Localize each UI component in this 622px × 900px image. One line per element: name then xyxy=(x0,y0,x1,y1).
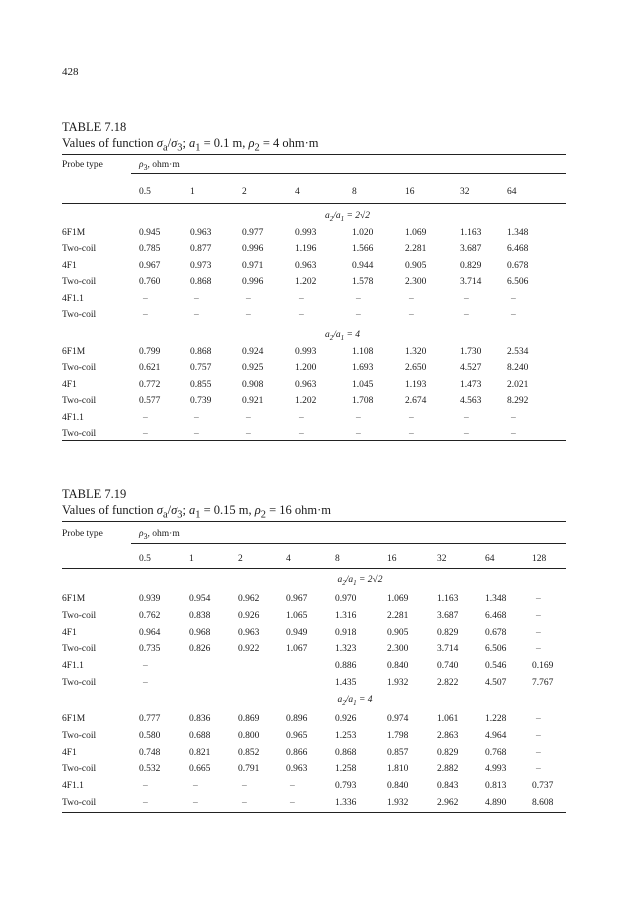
table-cell: 1.578 xyxy=(352,277,374,288)
column-header: 16 xyxy=(387,554,397,564)
table-cell: 0.967 xyxy=(286,594,308,604)
table-cell: 2.281 xyxy=(405,244,427,255)
table-cell: 0.866 xyxy=(286,747,308,758)
table-cell: 1.163 xyxy=(437,594,459,604)
table-cell: 1.708 xyxy=(352,396,374,407)
table-cell: 1.566 xyxy=(352,244,374,255)
table-title xyxy=(62,503,331,523)
column-header: 8 xyxy=(335,554,340,564)
table-cell: – xyxy=(242,781,247,792)
table-cell: 1.336 xyxy=(335,798,357,808)
rho-header: $\rho_3$, ohm·m xyxy=(139,160,180,172)
table-cell: 6.506 xyxy=(485,644,507,655)
table-cell: – xyxy=(143,781,148,792)
column-header: 2 xyxy=(242,187,247,197)
table-cell: 0.740 xyxy=(437,661,459,672)
column-header: 2 xyxy=(238,554,243,564)
table-cell: 1.108 xyxy=(352,347,374,357)
table-cell: – xyxy=(194,293,199,304)
table-cell: – xyxy=(299,310,304,320)
table-cell: 0.945 xyxy=(139,228,161,238)
table-title-formula: $\sigma_a/\sigma_3$; $a_1 = 0.1$ m, $\rho_2 = 4$ ohm·m xyxy=(156,136,319,154)
table-cell: – xyxy=(299,412,304,423)
table-cell: – xyxy=(536,627,541,638)
table-cell: 0.793 xyxy=(335,781,357,792)
column-header: 1 xyxy=(190,187,195,197)
table-cell: 0.580 xyxy=(139,730,161,741)
table-cell: 2.962 xyxy=(437,798,459,808)
table-cell: 3.714 xyxy=(460,277,482,288)
probe-type-cell: 6F1M xyxy=(62,347,86,357)
table-cell: – xyxy=(511,429,516,439)
table-cell: 0.965 xyxy=(286,730,308,741)
table-cell: 1.202 xyxy=(295,277,317,288)
table-cell: – xyxy=(194,429,199,439)
table-cell: 1.320 xyxy=(405,347,427,357)
table-cell: 0.777 xyxy=(139,714,161,724)
table-cell: 0.967 xyxy=(139,260,161,271)
table-cell: 0.926 xyxy=(335,714,357,724)
table-cell: 1.065 xyxy=(286,610,308,621)
table-cell: 1.798 xyxy=(387,730,409,741)
probe-type-cell: Two-coil xyxy=(62,429,97,439)
table-cell: 0.963 xyxy=(190,228,212,238)
table-cell: 0.546 xyxy=(485,661,507,672)
table-cell: 6.506 xyxy=(507,277,529,288)
table-cell: – xyxy=(193,798,198,808)
table-cell: 1.435 xyxy=(335,678,357,688)
table-cell: 0.855 xyxy=(190,379,212,390)
header-bottom-rule xyxy=(62,203,566,204)
table-cell: 1.932 xyxy=(387,798,409,808)
table-cell: 0.840 xyxy=(387,661,409,672)
table-cell: 0.843 xyxy=(437,781,459,792)
table-cell: 0.852 xyxy=(238,747,260,758)
table-cell: – xyxy=(242,798,247,808)
table-cell: 0.993 xyxy=(295,347,317,357)
table-cell: – xyxy=(143,412,148,423)
table-cell: 2.674 xyxy=(405,396,427,407)
table-cell: – xyxy=(464,412,469,423)
table-cell: – xyxy=(290,781,295,792)
table-7-19 xyxy=(62,487,566,817)
probe-type-cell: Two-coil xyxy=(62,798,97,808)
table-cell: – xyxy=(246,412,251,423)
probe-type-cell: Two-coil xyxy=(62,610,97,621)
table-cell: 0.762 xyxy=(139,610,161,621)
table-cell: 0.886 xyxy=(335,661,357,672)
table-cell: 0.829 xyxy=(437,627,459,638)
table-cell: 2.650 xyxy=(405,363,427,374)
table-cell: 0.996 xyxy=(242,277,264,288)
table-cell: – xyxy=(536,644,541,655)
table-cell: – xyxy=(143,429,148,439)
section-label: $a_2/a_1 = 4$ xyxy=(325,330,361,342)
column-header: 32 xyxy=(460,187,470,197)
table-cell: – xyxy=(143,678,148,688)
column-header: 4 xyxy=(295,187,300,197)
table-cell: 7.767 xyxy=(532,678,554,688)
probe-type-cell: 4F1 xyxy=(62,379,77,390)
table-cell: 0.768 xyxy=(485,747,507,758)
table-cell: – xyxy=(143,310,148,320)
table-cell: 0.905 xyxy=(405,260,427,271)
table-cell: – xyxy=(464,310,469,320)
table-cell: 0.577 xyxy=(139,396,161,407)
table-cell: – xyxy=(143,798,148,808)
table-cell: 1.193 xyxy=(405,379,427,390)
table-bottom-rule xyxy=(62,440,566,441)
table-cell: 0.665 xyxy=(189,764,211,775)
table-cell: – xyxy=(511,310,516,320)
table-cell: 1.253 xyxy=(335,730,357,741)
table-cell: 0.829 xyxy=(437,747,459,758)
table-cell: 4.527 xyxy=(460,363,482,374)
header-bottom-rule xyxy=(62,568,566,569)
table-cell: 6.468 xyxy=(507,244,529,255)
table-number: TABLE 7.18 xyxy=(62,120,127,134)
table-cell: – xyxy=(299,293,304,304)
column-header: 64 xyxy=(485,554,495,564)
table-cell: 0.799 xyxy=(139,347,161,357)
column-header: 0.5 xyxy=(139,554,151,564)
table-cell: 0.829 xyxy=(460,260,482,271)
table-cell: 1.067 xyxy=(286,644,308,655)
table-cell: 0.813 xyxy=(485,781,507,792)
table-cell: 1.061 xyxy=(437,714,459,724)
table-cell: 0.868 xyxy=(190,347,212,357)
table-cell: 2.281 xyxy=(387,610,409,621)
table-cell: 2.882 xyxy=(437,764,459,775)
probe-type-cell: Two-coil xyxy=(62,678,97,688)
table-cell: 0.974 xyxy=(387,714,409,724)
table-cell: 0.954 xyxy=(189,594,211,604)
table-cell: – xyxy=(356,310,361,320)
table-number: TABLE 7.19 xyxy=(62,487,127,501)
table-cell: 0.905 xyxy=(387,627,409,638)
probe-type-cell: Two-coil xyxy=(62,730,97,741)
table-cell: – xyxy=(536,610,541,621)
table-cell: 2.822 xyxy=(437,678,459,688)
table-cell: 4.993 xyxy=(485,764,507,775)
table-cell: 0.921 xyxy=(242,396,264,407)
table-cell: 0.968 xyxy=(189,627,211,638)
table-cell: 0.970 xyxy=(335,594,357,604)
table-cell: 0.785 xyxy=(139,244,161,255)
table-cell: 0.868 xyxy=(335,747,357,758)
table-title-prefix: Values of function xyxy=(62,503,157,517)
table-cell: – xyxy=(356,293,361,304)
table-cell: 0.963 xyxy=(238,627,260,638)
table-cell: – xyxy=(536,764,541,775)
table-cell: 0.748 xyxy=(139,747,161,758)
rho-header: $\rho_3$, ohm·m xyxy=(139,529,180,541)
table-7-18 xyxy=(62,120,566,440)
table-cell: 1.228 xyxy=(485,714,507,724)
table-cell: 8.240 xyxy=(507,363,529,374)
table-cell: 0.918 xyxy=(335,627,357,638)
column-header: 32 xyxy=(437,554,447,564)
probe-type-cell: Two-coil xyxy=(62,644,97,655)
table-title xyxy=(62,136,319,156)
table-cell: – xyxy=(299,429,304,439)
table-cell: 0.996 xyxy=(242,244,264,255)
table-cell: 1.069 xyxy=(405,228,427,238)
table-cell: – xyxy=(290,798,295,808)
table-cell: – xyxy=(246,293,251,304)
column-header: 0.5 xyxy=(139,187,151,197)
table-cell: 0.949 xyxy=(286,627,308,638)
probe-type-cell: Two-coil xyxy=(62,396,97,407)
table-cell: 0.924 xyxy=(242,347,264,357)
table-cell: 0.925 xyxy=(242,363,264,374)
table-cell: 0.737 xyxy=(532,781,554,792)
table-cell: 0.791 xyxy=(238,764,260,775)
column-header: 1 xyxy=(189,554,194,564)
probe-type-cell: 6F1M xyxy=(62,714,86,724)
table-cell: 1.810 xyxy=(387,764,409,775)
table-cell: 1.323 xyxy=(335,644,357,655)
table-cell: 0.532 xyxy=(139,764,161,775)
probe-type-cell: 4F1 xyxy=(62,747,77,758)
table-cell: – xyxy=(464,429,469,439)
table-cell: 0.973 xyxy=(190,260,212,271)
table-cell: 1.316 xyxy=(335,610,357,621)
table-cell: 0.169 xyxy=(532,661,554,672)
table-cell: – xyxy=(536,747,541,758)
table-cell: – xyxy=(409,293,414,304)
table-cell: 2.534 xyxy=(507,347,529,357)
table-cell: – xyxy=(356,412,361,423)
table-cell: 0.963 xyxy=(286,764,308,775)
table-cell: – xyxy=(246,310,251,320)
table-cell: 3.687 xyxy=(460,244,482,255)
table-cell: 0.877 xyxy=(190,244,212,255)
table-cell: 0.869 xyxy=(238,714,260,724)
table-cell: – xyxy=(536,714,541,724)
column-header: 64 xyxy=(507,187,517,197)
table-cell: – xyxy=(143,661,148,672)
probe-type-cell: 4F1.1 xyxy=(62,781,84,792)
table-cell: 0.678 xyxy=(485,627,507,638)
table-cell: 1.348 xyxy=(485,594,507,604)
table-cell: 0.971 xyxy=(242,260,264,271)
table-cell: 0.939 xyxy=(139,594,161,604)
table-cell: 0.896 xyxy=(286,714,308,724)
table-title-prefix: Values of function xyxy=(62,136,157,150)
probe-type-cell: 6F1M xyxy=(62,228,86,238)
table-cell: 4.507 xyxy=(485,678,507,688)
table-cell: 0.688 xyxy=(189,730,211,741)
probe-type-cell: Two-coil xyxy=(62,363,97,374)
column-header: 16 xyxy=(405,187,415,197)
table-top-rule xyxy=(62,521,566,522)
table-cell: 0.908 xyxy=(242,379,264,390)
table-cell: 0.800 xyxy=(238,730,260,741)
probe-type-cell: 4F1 xyxy=(62,627,77,638)
table-cell: 0.621 xyxy=(139,363,161,374)
probe-type-cell: 6F1M xyxy=(62,594,86,604)
probe-type-cell: 4F1.1 xyxy=(62,412,84,423)
table-cell: 0.977 xyxy=(242,228,264,238)
table-cell: 0.760 xyxy=(139,277,161,288)
section-label: $a_2/a_1 = 2√2$ xyxy=(337,575,383,587)
table-cell: – xyxy=(409,310,414,320)
table-cell: 1.693 xyxy=(352,363,374,374)
table-cell: – xyxy=(536,730,541,741)
table-cell: 1.196 xyxy=(295,244,317,255)
table-cell: 0.926 xyxy=(238,610,260,621)
probe-type-header: Probe type xyxy=(62,160,103,170)
table-cell: 0.944 xyxy=(352,260,374,271)
probe-type-header: Probe type xyxy=(62,529,103,539)
column-header: 128 xyxy=(532,554,547,564)
header-sub-rule xyxy=(131,543,566,544)
table-cell: 3.714 xyxy=(437,644,459,655)
table-cell: – xyxy=(409,429,414,439)
table-cell: 1.045 xyxy=(352,379,374,390)
probe-type-cell: 4F1.1 xyxy=(62,293,84,304)
table-cell: 1.069 xyxy=(387,594,409,604)
probe-type-cell: Two-coil xyxy=(62,764,97,775)
table-cell: – xyxy=(511,293,516,304)
table-cell: 0.964 xyxy=(139,627,161,638)
table-cell: 6.468 xyxy=(485,610,507,621)
table-cell: 1.020 xyxy=(352,228,374,238)
table-cell: 0.840 xyxy=(387,781,409,792)
table-cell: 0.757 xyxy=(190,363,212,374)
probe-type-cell: Two-coil xyxy=(62,277,97,288)
table-cell: 1.200 xyxy=(295,363,317,374)
table-cell: – xyxy=(536,594,541,604)
table-cell: 3.687 xyxy=(437,610,459,621)
table-cell: 1.258 xyxy=(335,764,357,775)
table-cell: 4.964 xyxy=(485,730,507,741)
table-cell: – xyxy=(511,412,516,423)
page-number: 428 xyxy=(62,66,79,78)
table-cell: 8.292 xyxy=(507,396,529,407)
probe-type-cell: 4F1.1 xyxy=(62,661,84,672)
table-cell: 2.300 xyxy=(387,644,409,655)
table-top-rule xyxy=(62,154,566,155)
table-cell: 1.730 xyxy=(460,347,482,357)
column-header: 8 xyxy=(352,187,357,197)
table-cell: 0.836 xyxy=(189,714,211,724)
table-cell: – xyxy=(194,412,199,423)
table-cell: – xyxy=(194,310,199,320)
table-cell: 8.608 xyxy=(532,798,554,808)
table-cell: – xyxy=(464,293,469,304)
table-cell: 2.863 xyxy=(437,730,459,741)
table-cell: 1.163 xyxy=(460,228,482,238)
table-cell: – xyxy=(143,293,148,304)
table-title-formula: $\sigma_a/\sigma_3$; $a_1 = 0.15$ m, $\rho_2 = 16$ ohm·m xyxy=(156,503,332,521)
table-bottom-rule xyxy=(62,812,566,813)
table-cell: 0.772 xyxy=(139,379,161,390)
probe-type-cell: Two-coil xyxy=(62,310,97,320)
table-cell: 0.826 xyxy=(189,644,211,655)
table-cell: 2.300 xyxy=(405,277,427,288)
table-cell: 0.993 xyxy=(295,228,317,238)
table-cell: 0.857 xyxy=(387,747,409,758)
table-cell: 2.021 xyxy=(507,379,529,390)
table-cell: 0.962 xyxy=(238,594,260,604)
table-cell: 1.202 xyxy=(295,396,317,407)
probe-type-cell: Two-coil xyxy=(62,244,97,255)
table-cell: 0.678 xyxy=(507,260,529,271)
section-label: $a_2/a_1 = 4$ xyxy=(337,695,373,707)
table-cell: 0.868 xyxy=(190,277,212,288)
table-cell: – xyxy=(246,429,251,439)
table-cell: – xyxy=(356,429,361,439)
table-cell: 0.821 xyxy=(189,747,211,758)
section-label: $a_2/a_1 = 2√2$ xyxy=(325,211,371,223)
table-cell: 1.932 xyxy=(387,678,409,688)
table-cell: – xyxy=(193,781,198,792)
table-cell: 0.963 xyxy=(295,379,317,390)
table-cell: 0.735 xyxy=(139,644,161,655)
table-cell: 4.563 xyxy=(460,396,482,407)
table-cell: 0.963 xyxy=(295,260,317,271)
table-cell: 4.890 xyxy=(485,798,507,808)
table-cell: – xyxy=(409,412,414,423)
probe-type-cell: 4F1 xyxy=(62,260,77,271)
table-cell: 1.348 xyxy=(507,228,529,238)
table-cell: 0.922 xyxy=(238,644,260,655)
header-sub-rule xyxy=(131,173,566,174)
column-header: 4 xyxy=(286,554,291,564)
table-cell: 0.838 xyxy=(189,610,211,621)
table-cell: 0.739 xyxy=(190,396,212,407)
table-cell: 1.473 xyxy=(460,379,482,390)
